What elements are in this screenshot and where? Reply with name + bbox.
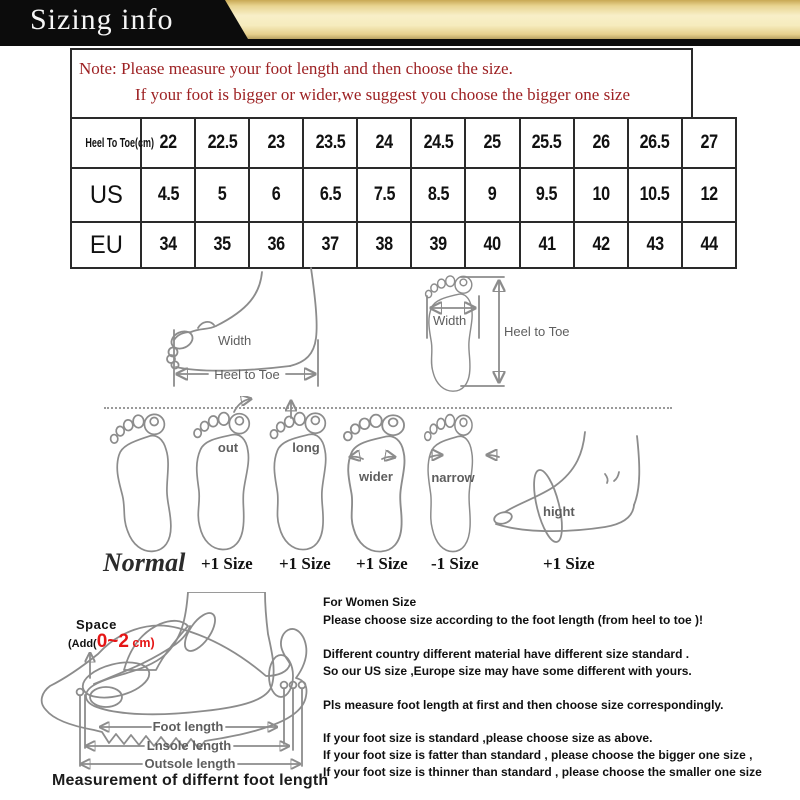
info-line: If your foot size is fatter than standard , please choose the bigger one size , xyxy=(323,748,753,762)
size-cell: 4.5 xyxy=(141,168,195,222)
note-line-2: If your foot is bigger or wider,we suggest you choose the bigger one size xyxy=(135,85,631,104)
table-row-label: Heel To Toe(cm) xyxy=(71,118,141,168)
size-tag-long: +1 Size xyxy=(279,554,331,573)
out-curve-arrow-icon xyxy=(234,399,250,412)
info-lines xyxy=(323,613,800,780)
size-cell: 6 xyxy=(249,168,303,222)
page-title: Sizing info xyxy=(30,3,174,36)
top-heel-to-toe-label: Heel to Toe xyxy=(504,324,570,339)
size-cell: 27 xyxy=(682,118,736,168)
foot-types-row xyxy=(95,396,655,554)
insole-length-label: Lnsole length xyxy=(146,738,232,753)
size-cell: 22 xyxy=(141,118,195,168)
size-tag-wider: +1 Size xyxy=(356,554,408,573)
size-cell: 7.5 xyxy=(357,168,411,222)
size-cell: 23.5 xyxy=(303,118,357,168)
measurement-caption: Measurement of differnt foot length xyxy=(52,772,329,789)
size-cell: 43 xyxy=(628,222,682,268)
footprint-out xyxy=(190,412,250,551)
size-cell: 26.5 xyxy=(628,118,682,168)
info-line: So our US size ,Europe size may have some different with yours. xyxy=(323,664,692,678)
side-width-label: Width xyxy=(218,333,252,348)
note-line-1: Note: Please measure your foot length and then choose the size. xyxy=(79,59,513,78)
size-cell: 24.5 xyxy=(411,118,465,168)
size-cell: 12 xyxy=(682,168,736,222)
size-cell: 23 xyxy=(249,118,303,168)
foot-length-label: Foot length xyxy=(152,719,224,734)
size-cell: 8.5 xyxy=(411,168,465,222)
outsole-length-label: Outsole length xyxy=(144,756,236,771)
add-suffix: cm) xyxy=(128,636,155,650)
size-cell: 41 xyxy=(520,222,574,268)
top-foot-measure-diagram xyxy=(405,268,585,394)
footprint-long xyxy=(270,413,325,550)
narrow-arrows-icon xyxy=(430,455,499,457)
footprint-outline xyxy=(426,276,473,391)
size-cell: 35 xyxy=(195,222,249,268)
table-row xyxy=(71,118,736,168)
info-line: Please choose size according to the foot length (from heel to toe )! xyxy=(323,613,704,627)
size-cell: 38 xyxy=(357,222,411,268)
top-width-label: Width xyxy=(433,313,467,328)
add-prefix: (Add( xyxy=(68,638,97,650)
table-row xyxy=(71,222,736,268)
size-cell: 10.5 xyxy=(628,168,682,222)
size-table-body xyxy=(71,118,736,268)
gold-ribbon xyxy=(225,0,800,39)
foot-type-hight-label: hight xyxy=(543,504,575,519)
size-tag-narrow: -1 Size xyxy=(431,554,479,573)
size-cell: 26 xyxy=(574,118,628,168)
size-tag-out: +1 Size xyxy=(201,554,253,573)
add-value: 0~2 xyxy=(96,631,129,652)
size-cell: 9 xyxy=(465,168,519,222)
size-cell: 36 xyxy=(249,222,303,268)
size-cell: 5 xyxy=(195,168,249,222)
vertical-heel-to-toe-arrow-icon xyxy=(461,277,504,386)
size-cell: 24 xyxy=(357,118,411,168)
size-cell: 6.5 xyxy=(303,168,357,222)
foot-type-narrow-label: narrow xyxy=(431,470,475,485)
size-cell: 39 xyxy=(411,222,465,268)
info-title: For Women Size xyxy=(323,595,417,609)
table-row-label: EU xyxy=(71,222,141,268)
space-add-line xyxy=(68,631,155,653)
info-line: If your foot size is standard ,please choose size as above. xyxy=(323,731,653,745)
note-box xyxy=(70,48,693,123)
foot-type-normal-label: Normal xyxy=(103,548,186,577)
space-label: Space xyxy=(76,617,117,632)
size-cell: 9.5 xyxy=(520,168,574,222)
size-cell: 40 xyxy=(465,222,519,268)
side-foot-measure-diagram xyxy=(90,266,340,406)
info-line: Different country different material have different size standard . xyxy=(323,647,690,661)
ankle-side-view-sketch xyxy=(493,432,639,545)
size-cell: 25.5 xyxy=(520,118,574,168)
size-cell: 42 xyxy=(574,222,628,268)
size-cell: 37 xyxy=(303,222,357,268)
wider-arrows-icon xyxy=(351,457,394,459)
footprint-normal xyxy=(109,413,176,554)
info-line: If your foot size is thinner than standard , please choose the smaller one size xyxy=(323,765,762,779)
size-cell: 10 xyxy=(574,168,628,222)
size-cell: 22.5 xyxy=(195,118,249,168)
size-table xyxy=(70,117,737,269)
size-cell: 34 xyxy=(141,222,195,268)
table-row xyxy=(71,168,736,222)
size-tag-hight: +1 Size xyxy=(543,554,595,573)
table-row-label: US xyxy=(71,168,141,222)
side-foot-sketch xyxy=(167,268,317,371)
foot-type-long-label: long xyxy=(292,440,320,455)
size-cell: 25 xyxy=(465,118,519,168)
foot-type-wider-label: wider xyxy=(359,469,393,484)
info-line: Pls measure foot length at first and then choose size correspondingly. xyxy=(323,698,724,712)
foot-type-out-label: out xyxy=(217,440,239,455)
side-heel-to-toe-label: Heel to Toe xyxy=(214,367,280,382)
info-text-block xyxy=(323,595,800,780)
size-cell: 44 xyxy=(682,222,736,268)
